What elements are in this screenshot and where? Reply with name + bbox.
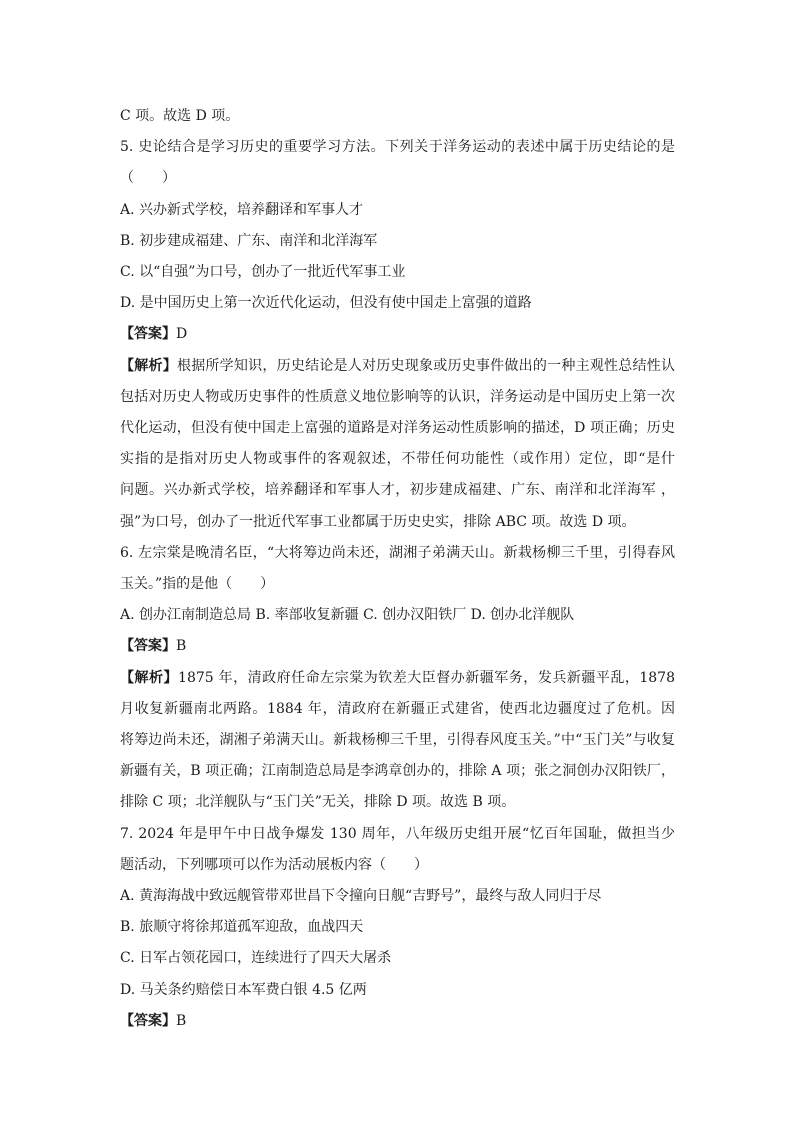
text-line-l12: [120, 444, 675, 475]
answer-label: 【解析】: [120, 357, 177, 374]
line-text: 玉关。”指的是他（ ）: [120, 575, 275, 592]
line-text: 实指的是指对历史人物或事件的客观叙述，不带任何功能性（或作用）定位，即“是什: [120, 451, 675, 468]
answer-label: 【答案】: [120, 326, 176, 343]
line-text: C. 以“自强”为口号，创办了一批近代军事工业: [120, 264, 406, 280]
line-text: 将筹边尚未还，湖湘子弟满天山。新栽杨柳三千里，引得春风度玉关。”中“玉门关”与收复: [120, 731, 675, 748]
text-line-l11: [120, 413, 675, 444]
text-line-l07: [120, 288, 675, 319]
text-line-l10: [120, 382, 675, 413]
text-line-l21: [120, 725, 675, 756]
line-text: A. 黄海海战中致远舰管带邓世昌下令撞向日舰“吉野号”，最终与敌人同归于尽: [120, 887, 602, 904]
line-text: 包括对历史人物或历史事件的性质意义地位影响等的认识，洋务运动是中国历史上第一次: [120, 388, 675, 405]
document-body: [120, 101, 675, 1037]
text-line-l05: [120, 226, 675, 257]
line-text: 月收复新疆南北两路。1884 年，清政府在新疆正式建省，使西北边疆度过了危机。因: [120, 700, 675, 717]
text-line-l04: [120, 195, 675, 226]
line-text: 题活动，下列哪项可以作为活动展板内容（ ）: [120, 856, 428, 873]
text-line-l28: [120, 943, 675, 974]
text-line-l17: [120, 600, 675, 631]
text-line-l06: [120, 257, 675, 288]
text-line-l26: [120, 881, 675, 912]
line-text: B: [176, 1012, 187, 1029]
line-text: B. 初步建成福建、广东、南洋和北洋海军: [120, 232, 378, 249]
text-line-l24: [120, 819, 675, 850]
line-text: （ ）: [120, 170, 176, 187]
line-text: D: [176, 326, 188, 343]
text-line-l20: [120, 694, 675, 725]
line-text: 6. 左宗棠是晚清名臣，“大将筹边尚未还，湖湘子弟满天山。新栽杨柳三千里，引得春风: [120, 544, 675, 561]
text-line-l19: [120, 663, 675, 694]
answer-label: 【答案】: [120, 1012, 176, 1029]
text-line-l01: [120, 101, 675, 132]
text-line-l29: [120, 975, 675, 1006]
line-text: 根据所学知识，历史结论是人对历史现象或历史事件做出的一种主观性总结性认: [176, 357, 675, 374]
line-text: A. 创办江南制造总局 B. 率部收复新疆 C. 创办汉阳铁厂 D. 创办北洋舰队: [120, 607, 575, 624]
line-text: C 项。故选 D 项。: [120, 108, 240, 124]
text-line-l02: [120, 132, 675, 163]
line-text: 代化运动，但没有使中国走上富强的道路是对洋务运动性质影响的描述，D 项正确；历史: [120, 419, 675, 436]
text-line-l22: [120, 756, 675, 787]
line-text: 强”为口号，创办了一批近代军事工业都属于历史史实，排除 ABC 项。故选 D 项。: [120, 513, 636, 530]
text-line-l16: [120, 569, 675, 600]
line-text: 问题。兴办新式学校，培养翻译和军事人才，初步建成福建、广东、南洋和北洋海军 ，: [120, 482, 675, 499]
text-line-l25: [120, 850, 675, 881]
line-text: C. 日军占领花园口，连续进行了四天大屠杀: [120, 950, 392, 967]
text-line-l30: [120, 1006, 675, 1037]
text-line-l23: [120, 787, 675, 818]
text-line-l03: [120, 163, 675, 194]
text-line-l18: [120, 631, 675, 662]
text-line-l08: [120, 319, 675, 350]
text-line-l13: [120, 475, 675, 506]
line-text: B. 旅顺守将徐邦道孤军迎敌，血战四天: [120, 919, 364, 936]
line-text: 5. 史论结合是学习历史的重要学习方法。下列关于洋务运动的表述中属于历史结论的是: [120, 139, 675, 156]
line-text: 1875 年，清政府任命左宗棠为钦差大臣督办新疆军务，发兵新疆平乱，1878: [178, 669, 675, 686]
answer-label: 【答案】: [120, 638, 176, 655]
text-line-l09: [120, 351, 675, 382]
line-text: A. 兴办新式学校，培养翻译和军事人才: [120, 201, 364, 218]
line-text: 7. 2024 年是甲午中日战争爆发 130 周年，八年级历史组开展“忆百年国耻，做担当少: [120, 825, 675, 842]
text-line-l15: [120, 538, 675, 569]
text-line-l14: [120, 507, 675, 538]
line-text: 排除 C 项；北洋舰队与“玉门关”无关，排除 D 项。故选 B 项。: [120, 794, 516, 811]
text-line-l27: [120, 912, 675, 943]
line-text: 新疆有关，B 项正确；江南制造总局是李鸿章创办的，排除 A 项；张之洞创办汉阳铁厂，: [120, 763, 675, 780]
line-text: B: [176, 638, 187, 655]
answer-label: 【解析】: [120, 669, 179, 686]
line-text: D. 是中国历史上第一次近代化运动，但没有使中国走上富强的道路: [120, 295, 532, 312]
line-text: D. 马关条约赔偿日本军费白银 4.5 亿两: [120, 981, 367, 998]
